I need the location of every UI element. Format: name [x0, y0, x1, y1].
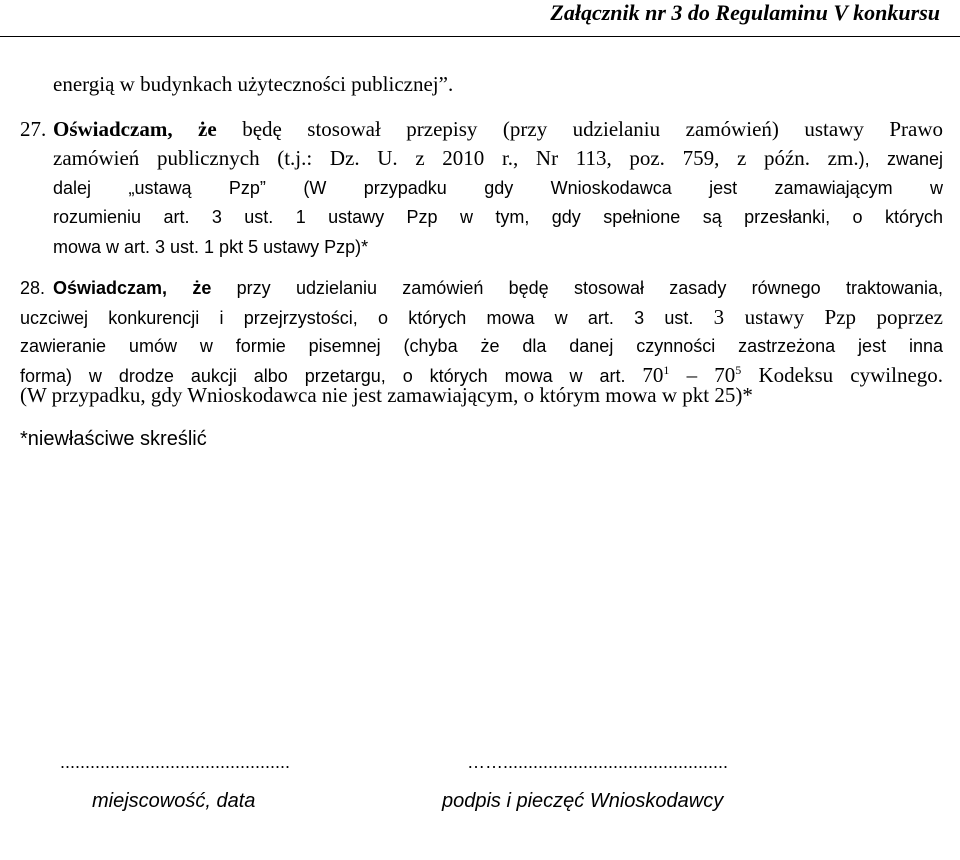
item-28-line-2	[20, 304, 943, 331]
item-27-line-2-sans: ), zwanej	[858, 149, 944, 169]
article-70-sup-1: 1	[663, 363, 670, 377]
item-27-line-1	[53, 116, 943, 142]
item-28-number: 28.	[20, 278, 46, 298]
item-27-line-3: dalej „ustawą Pzp” (W przypadku gdy Wnioskodawca jest zamawiającym w	[53, 178, 943, 198]
item-28-line-1	[53, 275, 943, 301]
article-70-sup-5: 5	[735, 363, 742, 377]
place-date-caption: miejscowość, data	[92, 790, 256, 812]
item-27-number: 27.	[20, 117, 47, 141]
item-28-line-1-text: przy udzielaniu zamówień będę stosował zasady równego traktowania,	[236, 278, 943, 298]
article-70-range: – 70	[686, 363, 736, 387]
item-27-line-2	[53, 145, 943, 172]
civil-code-ref: Kodeksu cywilnego.	[758, 363, 944, 387]
annex-header-title: Załącznik nr 3 do Regulaminu V konkursu	[550, 0, 940, 25]
article-70: 70	[642, 363, 664, 387]
continuation-line: energią w budynkach użyteczności publicznej”.	[53, 72, 454, 96]
item-28-line-3: zawieranie umów w formie pisemnej (chyba że dla danej czynności zastrzeżona jest inna	[20, 336, 943, 356]
item-28-lead: Oświadczam, że	[53, 278, 212, 298]
item-27-lead: Oświadczam, że	[53, 117, 217, 141]
place-date-dotted-line: ..............................................	[60, 752, 291, 772]
signature-dotted-line: …….............................................	[467, 752, 729, 772]
item-28-line-2-serif: 3 ustawy Pzp poprzez	[713, 305, 943, 329]
item-28-line-5: (W przypadku, gdy Wnioskodawca nie jest zamawiającym, o którym mowa w pkt 25)*	[20, 383, 753, 407]
footnote-strike-out: *niewłaściwe skreślić	[20, 428, 207, 450]
header-divider	[0, 36, 960, 37]
item-28-line-2-sans: uczciwej konkurencji i przejrzystości, o których mowa w art. 3 ust.	[20, 308, 694, 328]
item-28-line-4-sans: forma) w drodze aukcji albo przetargu, o których mowa w art.	[20, 366, 626, 386]
item-27-line-5: mowa w art. 3 ust. 1 pkt 5 ustawy Pzp)*	[53, 237, 369, 257]
signature-caption: podpis i pieczęć Wnioskodawcy	[442, 790, 724, 812]
item-27-line-4: rozumieniu art. 3 ust. 1 ustawy Pzp w tym, gdy spełnione są przesłanki, o których	[53, 207, 943, 227]
item-27-line-2-serif: zamówień publicznych (t.j.: Dz. U. z 2010 r., Nr 113, poz. 759, z późn. zm.	[53, 146, 859, 170]
item-27-line-1-text: będę stosował przepisy (przy udzielaniu zamówień) ustawy Prawo	[242, 117, 944, 141]
